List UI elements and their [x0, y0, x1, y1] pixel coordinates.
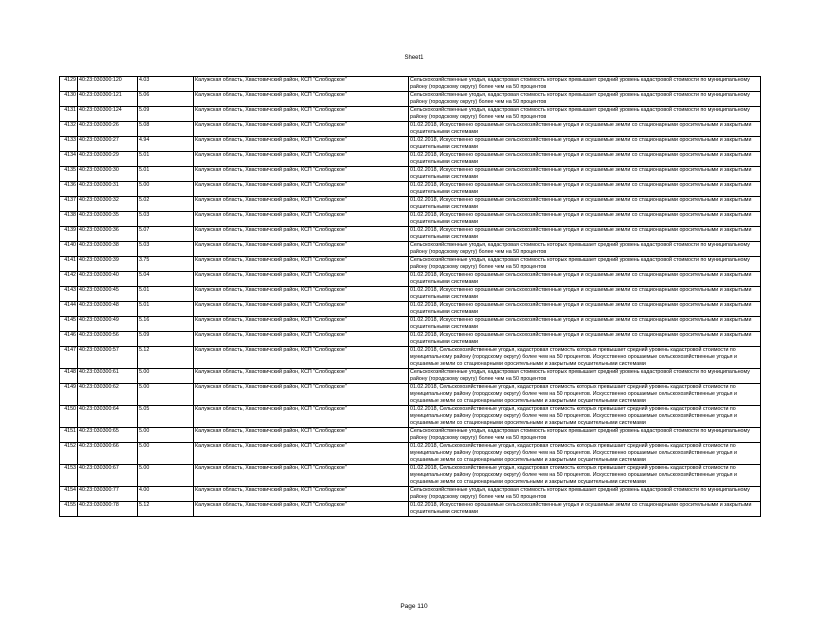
- table-row: [60, 443, 761, 465]
- row-number-cell: 4154: [60, 487, 78, 502]
- table-row: [60, 227, 761, 242]
- address-cell: Калужская область, Хвастовичский район, КСП "Слободское": [194, 347, 409, 369]
- row-number-cell: 4143: [60, 287, 78, 302]
- row-number-cell: 4138: [60, 212, 78, 227]
- cadastral-number-cell: 40:23:030300:67: [78, 465, 138, 487]
- row-number-cell: 4150: [60, 406, 78, 428]
- value-cell: 5.05: [138, 406, 194, 428]
- row-number-cell: 4140: [60, 242, 78, 257]
- value-cell: 4.00: [138, 487, 194, 502]
- description-cell: Сельскохозяйственные угодья, кадастровая стоимость которых превышает средний уровень кадастровой стоимости по муниципальному району (городскому округу) более чем на 50 процентов: [409, 107, 761, 122]
- address-cell: Калужская область, Хвастовичский район, КСП "Слободское": [194, 257, 409, 272]
- sheet-title: Sheet1: [404, 55, 424, 61]
- table-row: [60, 242, 761, 257]
- cadastral-number-cell: 40:23:030300:31: [78, 182, 138, 197]
- address-cell: Калужская область, Хвастовичский район, КСП "Слободское": [194, 152, 409, 167]
- value-cell: 5.01: [138, 287, 194, 302]
- address-cell: Калужская область, Хвастовичский район, КСП "Слободское": [194, 92, 409, 107]
- address-cell: Калужская область, Хвастовичский район, КСП "Слободское": [194, 227, 409, 242]
- row-number-cell: 4139: [60, 227, 78, 242]
- row-number-cell: 4144: [60, 302, 78, 317]
- address-cell: Калужская область, Хвастовичский район, КСП "Слободское": [194, 212, 409, 227]
- address-cell: Калужская область, Хвастовичский район, КСП "Слободское": [194, 332, 409, 347]
- address-cell: Калужская область, Хвастовичский район, КСП "Слободское": [194, 465, 409, 487]
- description-cell: Сельскохозяйственные угодья, кадастровая стоимость которых превышает средний уровень кадастровой стоимости по муниципальному району (городскому округу) более чем на 50 процентов: [409, 242, 761, 257]
- table-body: [60, 77, 761, 517]
- description-cell: Сельскохозяйственные угодья, кадастровая стоимость которых превышает средний уровень кадастровой стоимости по муниципальному району (городскому округу) более чем на 50 процентов: [409, 92, 761, 107]
- description-cell: 01.02.2018, Сельскохозяйственные угодья, кадастровая стоимость которых превышает средний уровень кадастровой стоимости по муниципальному району (городскому округу) более чем на 50 процентов. Искусственно орошаемые сельскохозяйственные угодья и осушаемые земли со стационарными оросительными и закрытыми осушительными системами: [409, 443, 761, 465]
- description-cell: 01.02.2018, Искусственно орошаемые сельскохозяйственные угодья и осушаемые земли со стационарными оросительными и закрытыми осушительными системами: [409, 182, 761, 197]
- table-row: [60, 167, 761, 182]
- table-row: [60, 92, 761, 107]
- row-number-cell: 4146: [60, 332, 78, 347]
- address-cell: Калужская область, Хвастовичский район, КСП "Слободское": [194, 287, 409, 302]
- description-cell: Сельскохозяйственные угодья, кадастровая стоимость которых превышает средний уровень кадастровой стоимости по муниципальному району (городскому округу) более чем на 50 процентов: [409, 257, 761, 272]
- row-number-cell: 4153: [60, 465, 78, 487]
- cadastral-number-cell: 40:23:030300:77: [78, 487, 138, 502]
- value-cell: 5.01: [138, 302, 194, 317]
- cadastral-table: [59, 76, 761, 517]
- table-row: [60, 384, 761, 406]
- address-cell: Калужская область, Хвастовичский район, КСП "Слободское": [194, 272, 409, 287]
- description-cell: 01.02.2018, Искусственно орошаемые сельскохозяйственные угодья и осушаемые земли со стационарными оросительными и закрытыми осушительными системами: [409, 212, 761, 227]
- value-cell: 5.00: [138, 443, 194, 465]
- description-cell: 01.02.2018, Искусственно орошаемые сельскохозяйственные угодья и осушаемые земли со стационарными оросительными и закрытыми осушительными системами: [409, 287, 761, 302]
- table-row: [60, 137, 761, 152]
- address-cell: Калужская область, Хвастовичский район, КСП "Слободское": [194, 369, 409, 384]
- cadastral-number-cell: 40:23:030300:32: [78, 197, 138, 212]
- value-cell: 4.94: [138, 137, 194, 152]
- description-cell: 01.02.2018, Искусственно орошаемые сельскохозяйственные угодья и осушаемые земли со стационарными оросительными и закрытыми осушительными системами: [409, 137, 761, 152]
- cadastral-number-cell: 40:23:030300:38: [78, 242, 138, 257]
- page-footer: Page 110: [400, 603, 428, 610]
- description-cell: 01.02.2018, Искусственно орошаемые сельскохозяйственные угодья и осушаемые земли со стационарными оросительными и закрытыми осушительными системами: [409, 332, 761, 347]
- description-cell: 01.02.2018, Искусственно орошаемые сельскохозяйственные угодья и осушаемые земли со стационарными оросительными и закрытыми осушительными системами: [409, 197, 761, 212]
- table-row: [60, 302, 761, 317]
- cadastral-number-cell: 40:23:030300:66: [78, 443, 138, 465]
- cadastral-number-cell: 40:23:030300:35: [78, 212, 138, 227]
- cadastral-number-cell: 40:23:030300:124: [78, 107, 138, 122]
- cadastral-number-cell: 40:23:030300:64: [78, 406, 138, 428]
- description-cell: Сельскохозяйственные угодья, кадастровая стоимость которых превышает средний уровень кадастровой стоимости по муниципальному району (городскому округу) более чем на 50 процентов: [409, 77, 761, 92]
- address-cell: Калужская область, Хвастовичский район, КСП "Слободское": [194, 182, 409, 197]
- cadastral-number-cell: 40:23:030300:29: [78, 152, 138, 167]
- address-cell: Калужская область, Хвастовичский район, КСП "Слободское": [194, 122, 409, 137]
- cadastral-number-cell: 40:23:030300:49: [78, 317, 138, 332]
- table-row: [60, 347, 761, 369]
- table-row: [60, 332, 761, 347]
- description-cell: 01.02.2018, Сельскохозяйственные угодья, кадастровая стоимость которых превышает средний уровень кадастровой стоимости по муниципальному району (городскому округу) более чем на 50 процентов. Искусственно орошаемые сельскохозяйственные угодья и осушаемые земли со стационарными оросительными и закрытыми осушительными системами: [409, 347, 761, 369]
- value-cell: 5.00: [138, 369, 194, 384]
- value-cell: 5.03: [138, 212, 194, 227]
- address-cell: Калужская область, Хвастовичский район, КСП "Слободское": [194, 502, 409, 517]
- value-cell: 5.16: [138, 317, 194, 332]
- table-row: [60, 122, 761, 137]
- description-cell: 01.02.2018, Искусственно орошаемые сельскохозяйственные угодья и осушаемые земли со стационарными оросительными и закрытыми осушительными системами: [409, 122, 761, 137]
- value-cell: 5.08: [138, 122, 194, 137]
- row-number-cell: 4136: [60, 182, 78, 197]
- table-row: [60, 182, 761, 197]
- value-cell: 5.00: [138, 428, 194, 443]
- table-row: [60, 212, 761, 227]
- description-cell: Сельскохозяйственные угодья, кадастровая стоимость которых превышает средний уровень кадастровой стоимости по муниципальному району (городскому округу) более чем на 50 процентов: [409, 428, 761, 443]
- value-cell: 5.09: [138, 107, 194, 122]
- table-row: [60, 428, 761, 443]
- cadastral-number-cell: 40:23:030300:57: [78, 347, 138, 369]
- address-cell: Калужская область, Хвастовичский район, КСП "Слободское": [194, 107, 409, 122]
- cadastral-number-cell: 40:23:030300:40: [78, 272, 138, 287]
- table-row: [60, 465, 761, 487]
- row-number-cell: 4129: [60, 77, 78, 92]
- table-row: [60, 406, 761, 428]
- cadastral-number-cell: 40:23:030300:26: [78, 122, 138, 137]
- row-number-cell: 4141: [60, 257, 78, 272]
- description-cell: 01.02.2018, Искусственно орошаемые сельскохозяйственные угодья и осушаемые земли со стационарными оросительными и закрытыми осушительными системами: [409, 272, 761, 287]
- value-cell: 5.12: [138, 502, 194, 517]
- table-row: [60, 197, 761, 212]
- description-cell: 01.02.2018, Искусственно орошаемые сельскохозяйственные угодья и осушаемые земли со стационарными оросительными и закрытыми осушительными системами: [409, 152, 761, 167]
- row-number-cell: 4134: [60, 152, 78, 167]
- cadastral-number-cell: 40:23:030300:45: [78, 287, 138, 302]
- table-row: [60, 107, 761, 122]
- description-cell: 01.02.2018, Искусственно орошаемые сельскохозяйственные угодья и осушаемые земли со стационарными оросительными и закрытыми осушительными системами: [409, 317, 761, 332]
- address-cell: Калужская область, Хвастовичский район, КСП "Слободское": [194, 242, 409, 257]
- table-row: [60, 272, 761, 287]
- table-row: [60, 257, 761, 272]
- address-cell: Калужская область, Хвастовичский район, КСП "Слободское": [194, 77, 409, 92]
- description-cell: 01.02.2018, Искусственно орошаемые сельскохозяйственные угодья и осушаемые земли со стационарными оросительными и закрытыми осушительными системами: [409, 227, 761, 242]
- value-cell: 5.12: [138, 347, 194, 369]
- cadastral-number-cell: 40:23:030300:48: [78, 302, 138, 317]
- value-cell: 5.06: [138, 92, 194, 107]
- description-cell: Сельскохозяйственные угодья, кадастровая стоимость которых превышает средний уровень кадастровой стоимости по муниципальному району (городскому округу) более чем на 50 процентов: [409, 487, 761, 502]
- description-cell: 01.02.2018, Искусственно орошаемые сельскохозяйственные угодья и осушаемые земли со стационарными оросительными и закрытыми осушительными системами: [409, 502, 761, 517]
- address-cell: Калужская область, Хвастовичский район, КСП "Слободское": [194, 487, 409, 502]
- cadastral-number-cell: 40:23:030300:56: [78, 332, 138, 347]
- row-number-cell: 4145: [60, 317, 78, 332]
- row-number-cell: 4137: [60, 197, 78, 212]
- table-row: [60, 487, 761, 502]
- table-row: [60, 152, 761, 167]
- cadastral-number-cell: 40:23:030300:36: [78, 227, 138, 242]
- cadastral-number-cell: 40:23:030300:120: [78, 77, 138, 92]
- row-number-cell: 4151: [60, 428, 78, 443]
- row-number-cell: 4132: [60, 122, 78, 137]
- table-row: [60, 287, 761, 302]
- value-cell: 4.03: [138, 77, 194, 92]
- row-number-cell: 4152: [60, 443, 78, 465]
- value-cell: 5.07: [138, 227, 194, 242]
- cadastral-number-cell: 40:23:030300:121: [78, 92, 138, 107]
- value-cell: 5.03: [138, 242, 194, 257]
- row-number-cell: 4142: [60, 272, 78, 287]
- cadastral-number-cell: 40:23:030300:39: [78, 257, 138, 272]
- address-cell: Калужская область, Хвастовичский район, КСП "Слободское": [194, 317, 409, 332]
- cadastral-number-cell: 40:23:030300:65: [78, 428, 138, 443]
- table-row: [60, 502, 761, 517]
- address-cell: Калужская область, Хвастовичский район, КСП "Слободское": [194, 167, 409, 182]
- address-cell: Калужская область, Хвастовичский район, КСП "Слободское": [194, 197, 409, 212]
- row-number-cell: 4149: [60, 384, 78, 406]
- row-number-cell: 4155: [60, 502, 78, 517]
- table-row: [60, 317, 761, 332]
- value-cell: 5.00: [138, 182, 194, 197]
- row-number-cell: 4148: [60, 369, 78, 384]
- value-cell: 5.00: [138, 465, 194, 487]
- row-number-cell: 4135: [60, 167, 78, 182]
- value-cell: 5.02: [138, 197, 194, 212]
- table-row: [60, 77, 761, 92]
- description-cell: 01.02.2018, Искусственно орошаемые сельскохозяйственные угодья и осушаемые земли со стационарными оросительными и закрытыми осушительными системами: [409, 167, 761, 182]
- cadastral-number-cell: 40:23:030300:78: [78, 502, 138, 517]
- description-cell: 01.02.2018, Сельскохозяйственные угодья, кадастровая стоимость которых превышает средний уровень кадастровой стоимости по муниципальному району (городскому округу) более чем на 50 процентов. Искусственно орошаемые сельскохозяйственные угодья и осушаемые земли со стационарными оросительными и закрытыми осушительными системами: [409, 384, 761, 406]
- value-cell: 5.01: [138, 152, 194, 167]
- address-cell: Калужская область, Хвастовичский район, КСП "Слободское": [194, 428, 409, 443]
- row-number-cell: 4130: [60, 92, 78, 107]
- row-number-cell: 4133: [60, 137, 78, 152]
- address-cell: Калужская область, Хвастовичский район, КСП "Слободское": [194, 384, 409, 406]
- row-number-cell: 4131: [60, 107, 78, 122]
- table-row: [60, 369, 761, 384]
- description-cell: 01.02.2018, Искусственно орошаемые сельскохозяйственные угодья и осушаемые земли со стационарными оросительными и закрытыми осушительными системами: [409, 302, 761, 317]
- value-cell: 5.09: [138, 332, 194, 347]
- address-cell: Калужская область, Хвастовичский район, КСП "Слободское": [194, 406, 409, 428]
- row-number-cell: 4147: [60, 347, 78, 369]
- cadastral-number-cell: 40:23:030300:61: [78, 369, 138, 384]
- address-cell: Калужская область, Хвастовичский район, КСП "Слободское": [194, 302, 409, 317]
- cadastral-number-cell: 40:23:030300:30: [78, 167, 138, 182]
- value-cell: 5.04: [138, 272, 194, 287]
- value-cell: 5.01: [138, 167, 194, 182]
- cadastral-number-cell: 40:23:030300:27: [78, 137, 138, 152]
- description-cell: 01.02.2018, Сельскохозяйственные угодья, кадастровая стоимость которых превышает средний уровень кадастровой стоимости по муниципальному району (городскому округу) более чем на 50 процентов. Искусственно орошаемые сельскохозяйственные угодья и осушаемые земли со стационарными оросительными и закрытыми осушительными системами: [409, 406, 761, 428]
- address-cell: Калужская область, Хвастовичский район, КСП "Слободское": [194, 137, 409, 152]
- address-cell: Калужская область, Хвастовичский район, КСП "Слободское": [194, 443, 409, 465]
- cadastral-number-cell: 40:23:030300:62: [78, 384, 138, 406]
- value-cell: 3.75: [138, 257, 194, 272]
- description-cell: 01.02.2018, Сельскохозяйственные угодья, кадастровая стоимость которых превышает средний уровень кадастровой стоимости по муниципальному району (городскому округу) более чем на 50 процентов. Искусственно орошаемые сельскохозяйственные угодья и осушаемые земли со стационарными оросительными и закрытыми осушительными системами: [409, 465, 761, 487]
- description-cell: Сельскохозяйственные угодья, кадастровая стоимость которых превышает средний уровень кадастровой стоимости по муниципальному району (городскому округу) более чем на 50 процентов: [409, 369, 761, 384]
- value-cell: 5.00: [138, 384, 194, 406]
